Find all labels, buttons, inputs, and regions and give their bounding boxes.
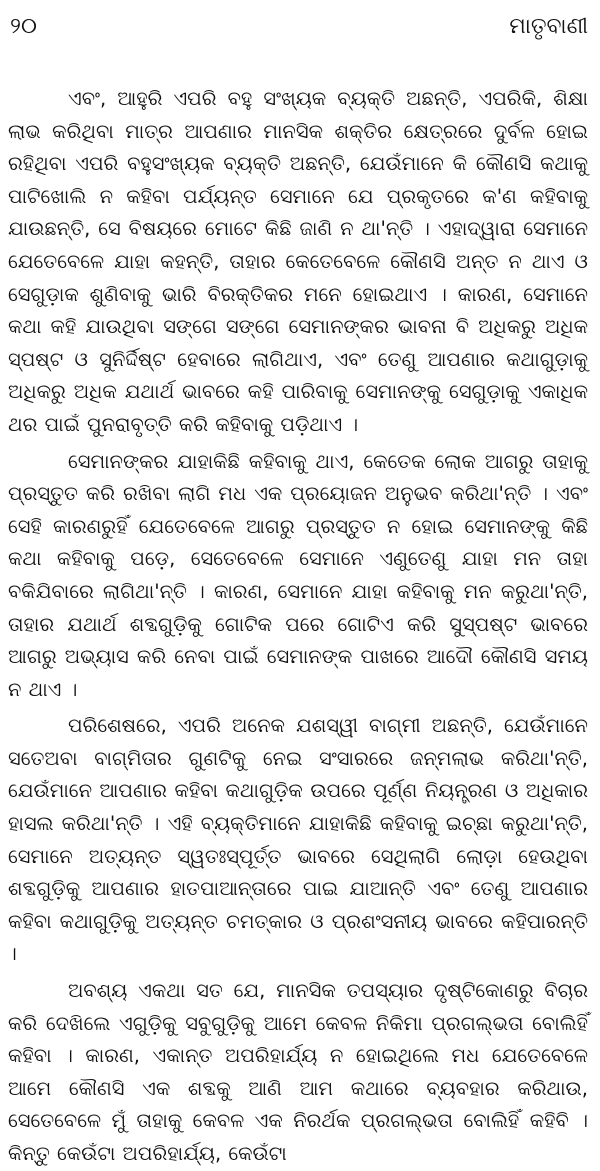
paragraph: ସେମାନଙ୍କର ଯାହାକିଛି କହିବାକୁ ଥାଏ, କେତେକ ଲୋକ ଆଗରୁ ତାହାକୁ ପ୍ରସ୍ତୁତ କରି ରଖିବା ଲାଗି ମଧ ଏକ ପ୍ରୟୋଜନ ଅନୁଭବ କରିଥା'ନ୍ତି । ଏବଂ ସେହି କାରଣରୁହିଁ ଯେତେବେଳେ ଆଗରୁ ପ୍ରସ୍ତୁତ ନ ହୋଇ ସେମାନଙ୍କୁ କିଛି କଥା କହିବାକୁ ପଡ଼େ, ସେତେବେଳେ ସେମାନେ ଏଣୁତେଣୁ ଯାହା ମନ ତାହା ବକିଯିବାରେ ଲାଗିଥା'ନ୍ତି । କାରଣ, ସେମାନେ ଯାହା କହିବାକୁ ମନ କରୁଥା'ନ୍ତି, ତାହାର ଯଥାର୍ଥ ଶବ୍ଦଗୁଡ଼ିକୁ ଗୋଟିକ ପରେ ଗୋଟିଏ କରି ସୁସ୍ପଷ୍ଟ ଭାବରେ ଆଗରୁ ଅଭ୍ୟାସ କରି ନେବା ପାଇଁ ସେମାନଙ୍କ ପାଖରେ ଆଦୌ କୌଣସି ସମୟ ନ ଥାଏ । <box>8 449 588 701</box>
paragraph: ଅବଶ୍ୟ ଏକଥା ସତ ଯେ, ମାନସିକ ତପସ୍ୟାର ଦୃଷ୍ଟିକୋଣରୁ ବିଚାର କରି ଦେଖିଲେ ଏଗୁଡ଼ିକୁ ସବୁଗୁଡ଼ିକୁ ଆମେ କେବଳ ନିକିମା ପ୍ରଗଲ୍‌ଭତା ବୋଲିହିଁ କହିବା । କାରଣ, ଏକାନ୍ତ ଅପରିହାର୍ଯ୍ୟ ନ ହୋଇଥିଲେ ମଧ ଯେତେବେଳେ ଆମେ କୌଣସି ଏକ ଶବ୍ଦକୁ ଆଣି ଆମ କଥାରେ ବ୍ୟବହାର କରିଥାଉ, ସେତେବେଳେ ମୁଁ ତାହାକୁ କେବଳ ଏକ ନିରର୍ଥକ ପ୍ରଗଲ୍‌ଭତା ବୋଲିହିଁ କହିବି । କିନ୍ତୁ କେଉଁଟା ଅପରିହାର୍ଯ୍ୟ, କେଉଁଟା <box>8 979 588 1165</box>
body-text <box>8 83 588 1171</box>
paragraph: ଏବଂ, ଆହୁରି ଏପରି ବହୁ ସଂଖ୍ୟକ ବ୍ୟକ୍ତି ଅଛନ୍ତି, ଏପରିକି, ଶିକ୍ଷା ଲାଭ କରିଥିବା ମାତ୍ର ଆପଣାର ମାନସିକ ଶକ୍ତିର କ୍ଷେତ୍ରରେ ଦୁର୍ବଳ ହୋଇ ରହିଥିବା ଏପରି ବହୁସଂଖ୍ୟକ ବ୍ୟକ୍ତି ଅଛନ୍ତି, ଯେଉଁମାନେ କି କୌଣସି କଥାକୁ ପାଟିଖୋଲି ନ କହିବା ପର୍ଯ୍ୟନ୍ତ ସେମାନେ ଯେ ପ୍ରକୃତରେ କ'ଣ କହିବାକୁ ଯାଉଛନ୍ତି, ସେ ବିଷୟରେ ମୋଟେ କିଛି ଜାଣି ନ ଥା'ନ୍ତି । ଏହାଦ୍ୱାରା ସେମାନେ ଯେତେବେଳେ ଯାହା କହନ୍ତି, ତାହାର କେତେବେଳେ କୌଣସି ଅନ୍ତ ନ ଥାଏ ଓ ସେଗୁଡ଼ାକ ଶୁଣିବାକୁ ଭାରି ବିରକ୍ତିକର ମନେ ହୋଇଥାଏ । କାରଣ, ସେମାନେ କଥା କହି ଯାଉଥିବା ସଙ୍ଗେ ସଙ୍ଗେ ସେମାନଙ୍କର ଭାବନା ବି ଅଧିକରୁ ଅଧିକ ସ୍ପଷ୍ଟ ଓ ସୁନିର୍ଦ୍ଦିଷ୍ଟ ହେବାରେ ଲାଗିଥାଏ, ଏବଂ ତେଣୁ ଆପଣାର କଥାଗୁଡ଼ାକୁ ଅଧିକରୁ ଅଧିକ ଯଥାର୍ଥ ଭାବରେ କହି ପାରିବାକୁ ସେମାନଙ୍କୁ ସେଗୁଡ଼ାକୁ ଏକାଧିକ ଥର ପାଇଁ ପୁନରାବୃତ୍ତି କରି କହିବାକୁ ପଡ଼ିଥାଏ । <box>8 87 588 436</box>
paragraph: ପରିଶେଷରେ, ଏପରି ଅନେକ ଯଶସ୍ୱୀ ବାଗ୍ମୀ ଅଛନ୍ତି, ଯେଉଁମାନେ ସତେଅବା ବାଗ୍ମିତାର ଗୁଣଟିକୁ ନେଇ ସଂସାରରେ ଜନ୍ମଲାଭ କରିଥା'ନ୍ତି, ଯେଉଁମାନେ ଆପଣାର କହିବା କଥାଗୁଡ଼ିକ ଉପରେ ପୂର୍ଣ୍ଣ ନିୟନ୍ତ୍ରଣ ଓ ଅଧିକାର ହାସଲ କରିଥା'ନ୍ତି । ଏହି ବ୍ୟକ୍ତିମାନେ ଯାହାକିଛି କହିବାକୁ ଇଚ୍ଛା କରୁଥା'ନ୍ତି, ସେମାନେ ଅତ୍ୟନ୍ତ ସ୍ୱତଃସ୍ପୂର୍ତ୍ତ ଭାବରେ ସେଥିଲାଗି ଲୋଡ଼ା ହେଉଥିବା ଶବ୍ଦଗୁଡ଼ିକୁ ଆପଣାର ହାତପାଆନ୍ତାରେ ପାଇ ଯାଆନ୍ତି ଏବଂ ତେଣୁ ଆପଣାର କହିବା କଥାଗୁଡ଼ିକୁ ଅତ୍ୟନ୍ତ ଚମତ୍କାର ଓ ପ୍ରଶଂସନୀୟ ଭାବରେ କହିପାରନ୍ତି । <box>8 714 588 966</box>
page-header <box>0 14 600 48</box>
page-number: ୨୦ <box>10 14 37 39</box>
running-title: ମାତୃବାଣୀ <box>509 14 588 39</box>
